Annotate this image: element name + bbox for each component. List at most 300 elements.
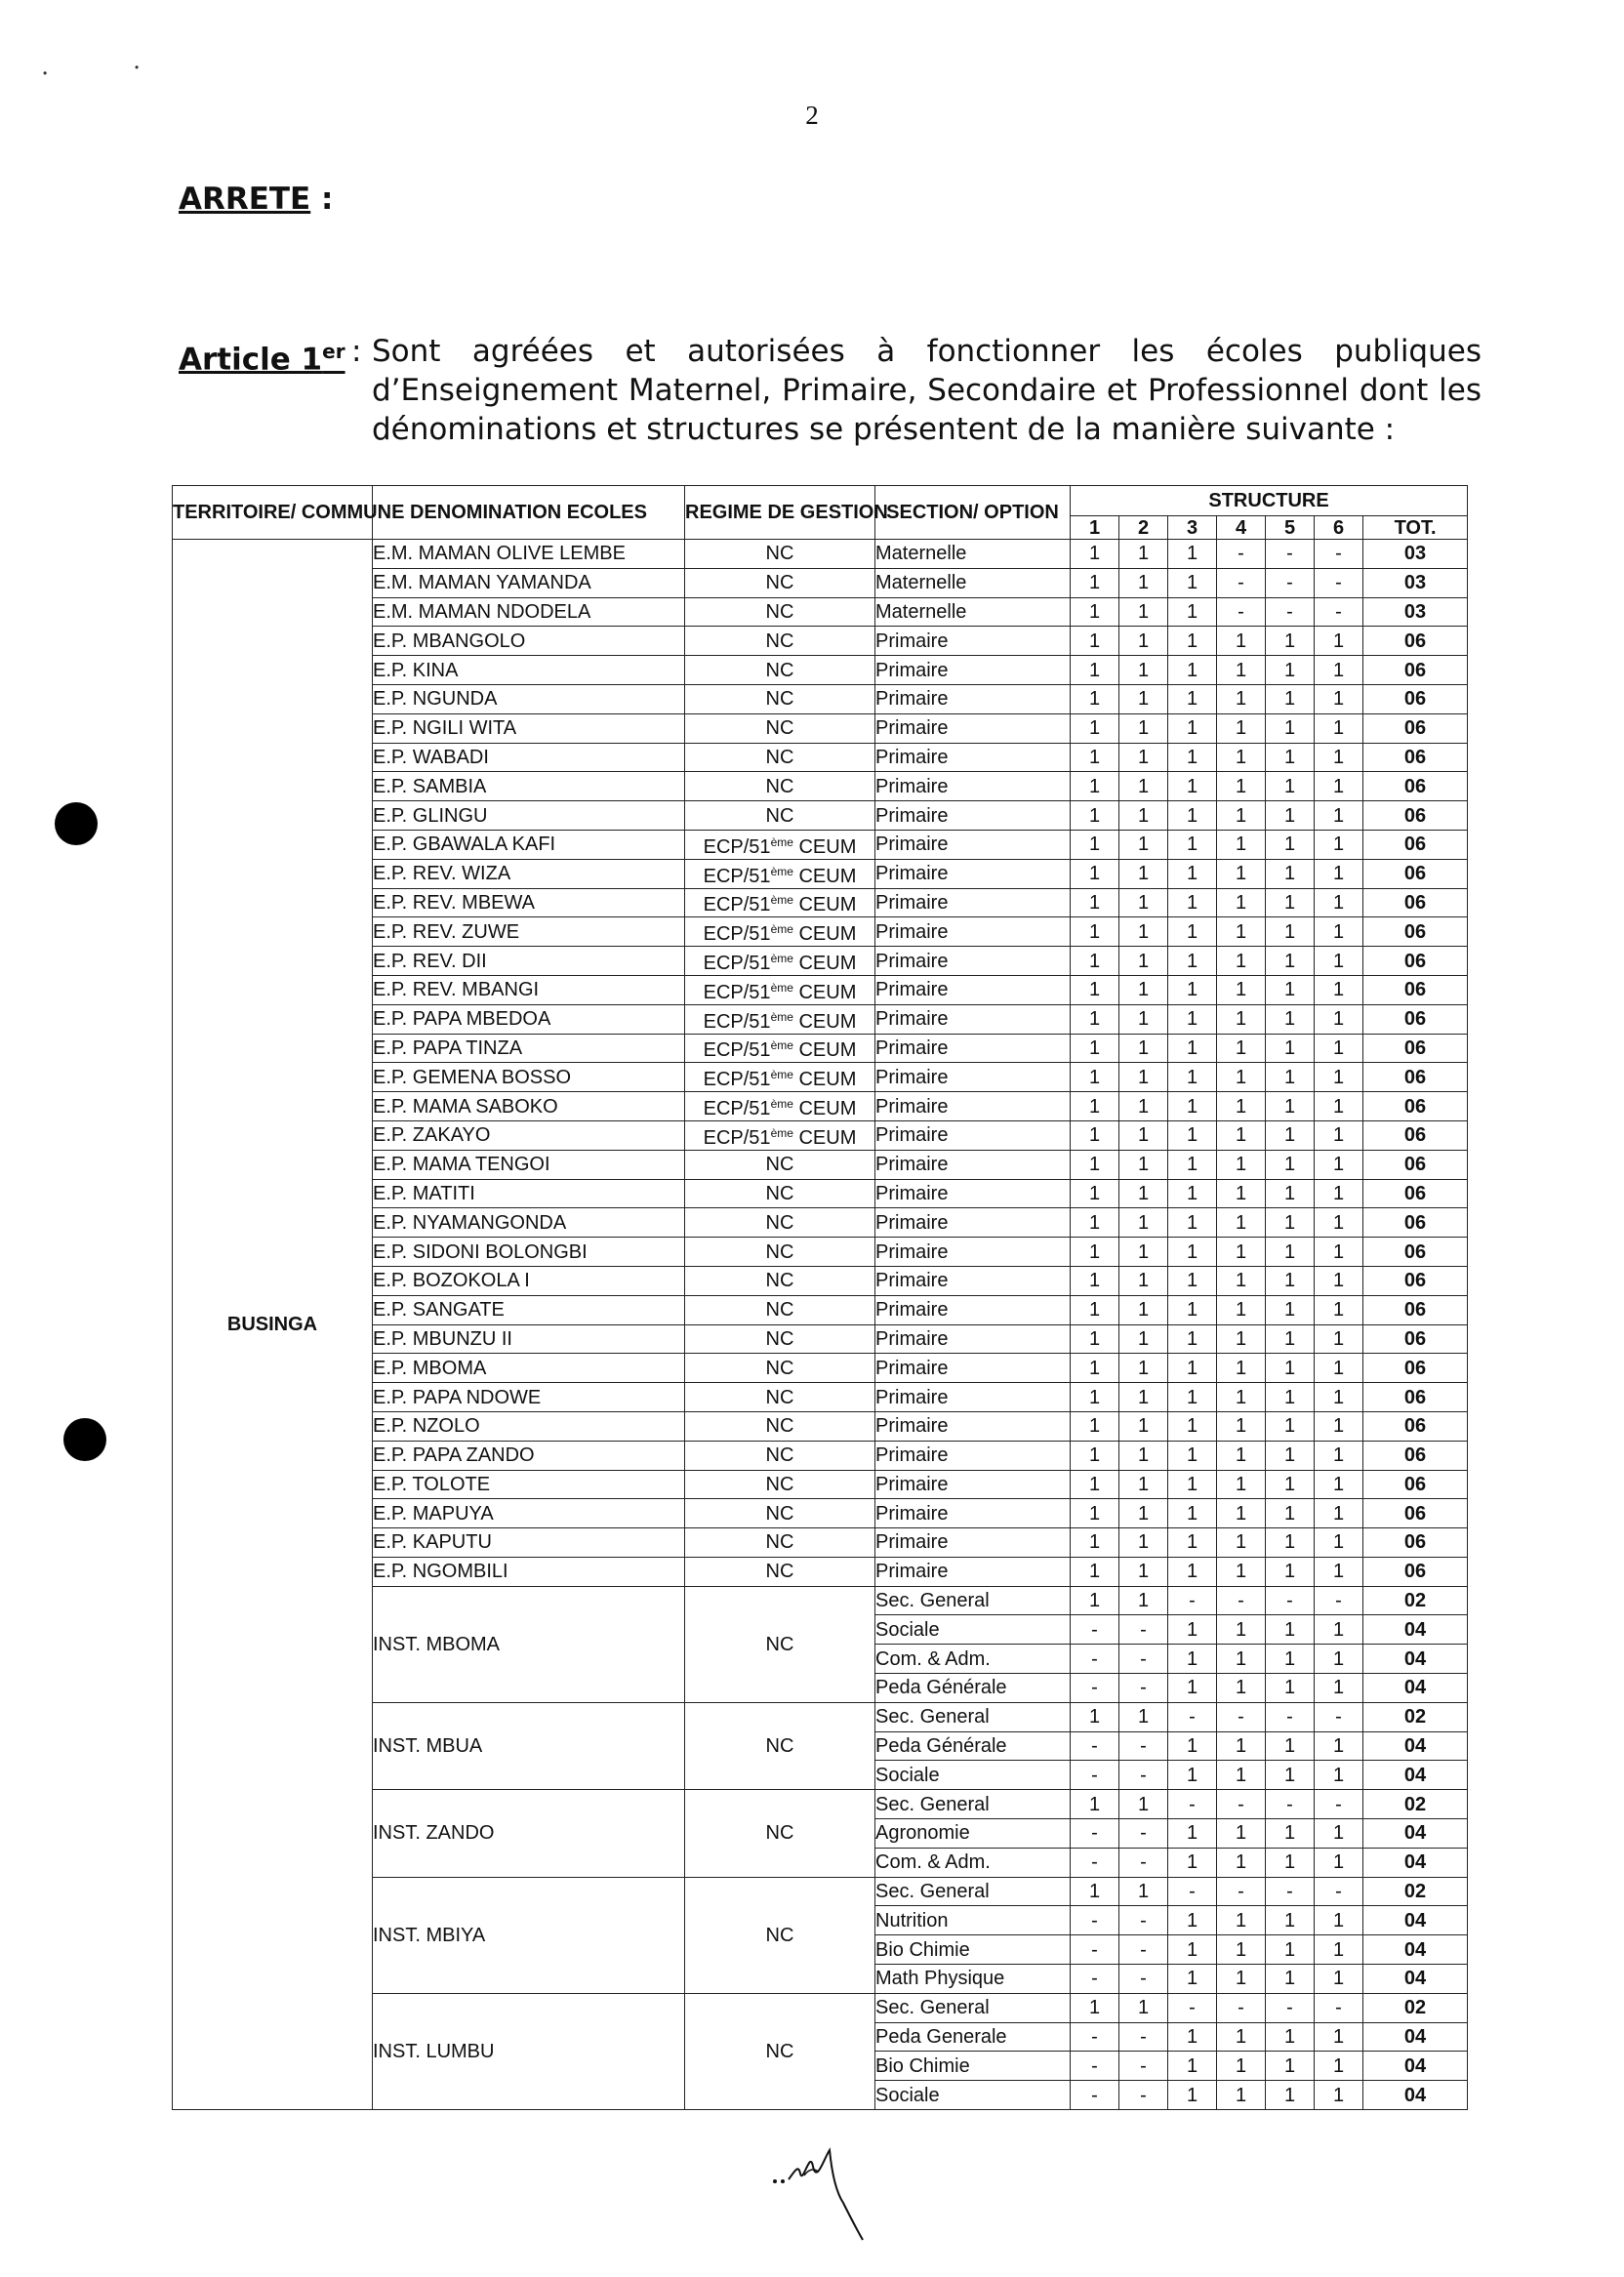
level-3-cell: 1 (1168, 540, 1217, 569)
section-cell: Primaire (875, 947, 1071, 976)
level-4-cell: 1 (1217, 1499, 1266, 1528)
school-name-cell: E.P. PAPA ZANDO (373, 1441, 685, 1470)
level-1-cell: 1 (1071, 1092, 1119, 1121)
total-cell: 06 (1363, 772, 1468, 801)
total-cell: 06 (1363, 1063, 1468, 1092)
level-2-cell: 1 (1119, 1354, 1168, 1383)
level-2-cell: 1 (1119, 772, 1168, 801)
level-6-cell: 1 (1315, 1179, 1363, 1208)
option-cell: Bio Chimie (875, 2052, 1071, 2081)
table-body (173, 540, 1468, 2110)
level-2-cell: 1 (1119, 1266, 1168, 1295)
level-2-cell: 1 (1119, 1877, 1168, 1906)
header-total: TOT. (1363, 516, 1468, 540)
level-2-cell: 1 (1119, 627, 1168, 656)
level-6-cell: - (1315, 1702, 1363, 1731)
level-4-cell: 1 (1217, 1557, 1266, 1586)
level-6-cell: 1 (1315, 1266, 1363, 1295)
regime-cell: NC (685, 713, 875, 743)
level-1-cell: 1 (1071, 1034, 1119, 1063)
regime-sup: ème (770, 1097, 793, 1112)
regime-main: ECP/51 (703, 1010, 771, 1033)
level-4-cell: 1 (1217, 1528, 1266, 1558)
total-cell: 06 (1363, 1528, 1468, 1558)
article-label-sup: er (322, 340, 345, 363)
level-6-cell: 1 (1315, 1848, 1363, 1877)
level-6-cell: 1 (1315, 1238, 1363, 1267)
level-1-cell: 1 (1071, 772, 1119, 801)
regime-main: ECP/51 (703, 894, 771, 916)
level-5-cell: - (1266, 1993, 1315, 2022)
level-3-cell: 1 (1168, 1179, 1217, 1208)
level-6-cell: 1 (1315, 713, 1363, 743)
level-5-cell: 1 (1266, 1761, 1315, 1790)
article-text: Sont agréées et autorisées à fonctionner les écoles publiques d’Enseignement Maternel, Primaire, Secondaire et Professionnel dont les dénominations et structures se présentent de la manière suivante : (372, 334, 1482, 447)
regime-tail: CEUM (792, 835, 857, 858)
total-cell: 04 (1363, 2081, 1468, 2110)
level-5-cell: 1 (1266, 888, 1315, 917)
total-cell: 02 (1363, 1877, 1468, 1906)
total-cell: 04 (1363, 1731, 1468, 1761)
level-4-cell: 1 (1217, 1150, 1266, 1179)
institute-name-cell: INST. ZANDO (373, 1790, 685, 1877)
regime-cell: NC (685, 684, 875, 713)
level-4-cell: - (1217, 1993, 1266, 2022)
regime-cell: NC (685, 1295, 875, 1324)
territoire-cell: BUSINGA (173, 540, 373, 2110)
level-4-cell: - (1217, 540, 1266, 569)
option-cell: Peda Générale (875, 1731, 1071, 1761)
level-2-cell: 1 (1119, 743, 1168, 772)
level-6-cell: 1 (1315, 1150, 1363, 1179)
regime-sup: ème (770, 980, 793, 995)
level-3-cell: - (1168, 1877, 1217, 1906)
level-4-cell: 1 (1217, 1731, 1266, 1761)
level-3-cell: 1 (1168, 1034, 1217, 1063)
level-1-cell: 1 (1071, 1208, 1119, 1238)
table-row (173, 540, 1468, 569)
level-1-cell: 1 (1071, 1441, 1119, 1470)
section-cell: Maternelle (875, 568, 1071, 597)
option-cell: Bio Chimie (875, 1935, 1071, 1965)
section-cell: Primaire (875, 684, 1071, 713)
option-cell: Nutrition (875, 1906, 1071, 1935)
level-1-cell: 1 (1071, 1528, 1119, 1558)
level-4-cell: - (1217, 1586, 1266, 1615)
regime-cell (685, 859, 875, 888)
level-3-cell: 1 (1168, 888, 1217, 917)
level-5-cell: 1 (1266, 1965, 1315, 1994)
section-cell: Primaire (875, 1557, 1071, 1586)
school-name-cell: E.M. MAMAN NDODELA (373, 597, 685, 627)
level-2-cell: - (1119, 1935, 1168, 1965)
header-section: SECTION/ OPTION (875, 486, 1071, 540)
level-2-cell: - (1119, 1965, 1168, 1994)
total-cell: 06 (1363, 1499, 1468, 1528)
regime-tail: CEUM (792, 981, 857, 1003)
punch-hole (63, 1418, 106, 1461)
level-2-cell: - (1119, 1761, 1168, 1790)
option-cell: Com. & Adm. (875, 1848, 1071, 1877)
regime-cell: NC (685, 743, 875, 772)
level-2-cell: 1 (1119, 917, 1168, 947)
level-1-cell: 1 (1071, 1120, 1119, 1150)
level-4-cell: 1 (1217, 1354, 1266, 1383)
level-2-cell: 1 (1119, 1528, 1168, 1558)
level-2-cell: 1 (1119, 597, 1168, 627)
level-3-cell: 1 (1168, 1819, 1217, 1849)
level-4-cell: 1 (1217, 1063, 1266, 1092)
total-cell: 06 (1363, 1004, 1468, 1034)
total-cell: 06 (1363, 1092, 1468, 1121)
school-name-cell: E.P. MAMA TENGOI (373, 1150, 685, 1179)
level-4-cell: 1 (1217, 1615, 1266, 1645)
regime-sup: ème (770, 1068, 793, 1082)
school-name-cell: E.P. PAPA MBEDOA (373, 1004, 685, 1034)
level-1-cell: - (1071, 1965, 1119, 1994)
section-cell: Primaire (875, 1238, 1071, 1267)
level-4-cell: 1 (1217, 859, 1266, 888)
level-5-cell: 1 (1266, 1499, 1315, 1528)
regime-tail: CEUM (792, 953, 857, 975)
level-5-cell: 1 (1266, 1645, 1315, 1674)
institute-name-cell: INST. MBUA (373, 1702, 685, 1789)
total-cell: 06 (1363, 713, 1468, 743)
level-6-cell: 1 (1315, 772, 1363, 801)
level-5-cell: - (1266, 1877, 1315, 1906)
section-cell: Primaire (875, 656, 1071, 685)
level-6-cell: 1 (1315, 1295, 1363, 1324)
regime-cell: NC (685, 1208, 875, 1238)
regime-main: ECP/51 (703, 835, 771, 858)
level-1-cell: 1 (1071, 1179, 1119, 1208)
level-2-cell: 1 (1119, 1179, 1168, 1208)
option-cell: Peda Générale (875, 1674, 1071, 1703)
arrete-suffix: : (310, 182, 334, 217)
level-5-cell: 1 (1266, 1819, 1315, 1849)
level-1-cell: 1 (1071, 1383, 1119, 1412)
total-cell: 06 (1363, 1238, 1468, 1267)
level-6-cell: 1 (1315, 947, 1363, 976)
total-cell: 06 (1363, 1266, 1468, 1295)
regime-cell: NC (685, 1470, 875, 1499)
level-3-cell: 1 (1168, 713, 1217, 743)
level-6-cell: - (1315, 540, 1363, 569)
total-cell: 06 (1363, 1179, 1468, 1208)
total-cell: 02 (1363, 1790, 1468, 1819)
arrete-label: ARRETE (179, 182, 311, 217)
school-name-cell: E.M. MAMAN OLIVE LEMBE (373, 540, 685, 569)
level-1-cell: - (1071, 2052, 1119, 2081)
level-4-cell: 1 (1217, 713, 1266, 743)
level-6-cell: 1 (1315, 1324, 1363, 1354)
section-cell: Primaire (875, 1179, 1071, 1208)
level-2-cell: 1 (1119, 1324, 1168, 1354)
level-2-cell: 1 (1119, 801, 1168, 831)
level-5-cell: 1 (1266, 1004, 1315, 1034)
level-1-cell: 1 (1071, 1470, 1119, 1499)
school-name-cell: E.P. MBUNZU II (373, 1324, 685, 1354)
level-6-cell: 1 (1315, 975, 1363, 1004)
section-cell: Primaire (875, 1354, 1071, 1383)
level-3-cell: 1 (1168, 1645, 1217, 1674)
total-cell: 06 (1363, 947, 1468, 976)
level-6-cell: - (1315, 568, 1363, 597)
regime-main: ECP/51 (703, 1098, 771, 1120)
total-cell: 06 (1363, 1208, 1468, 1238)
level-4-cell: - (1217, 597, 1266, 627)
level-1-cell: 1 (1071, 1499, 1119, 1528)
level-3-cell: 1 (1168, 1470, 1217, 1499)
level-3-cell: 1 (1168, 859, 1217, 888)
level-6-cell: 1 (1315, 1906, 1363, 1935)
regime-main: ECP/51 (703, 981, 771, 1003)
level-1-cell: - (1071, 1761, 1119, 1790)
header-level-4: 4 (1217, 516, 1266, 540)
option-cell: Sociale (875, 1615, 1071, 1645)
regime-cell: NC (685, 1528, 875, 1558)
level-1-cell: 1 (1071, 1354, 1119, 1383)
level-1-cell: 1 (1071, 1557, 1119, 1586)
article-label-text: Article 1 (179, 342, 323, 378)
level-2-cell: 1 (1119, 568, 1168, 597)
section-cell: Primaire (875, 772, 1071, 801)
total-cell: 06 (1363, 1383, 1468, 1412)
level-1-cell: - (1071, 1935, 1119, 1965)
option-cell: Sociale (875, 1761, 1071, 1790)
level-3-cell: 1 (1168, 975, 1217, 1004)
level-5-cell: 1 (1266, 627, 1315, 656)
level-5-cell: 1 (1266, 1848, 1315, 1877)
level-3-cell: 1 (1168, 1528, 1217, 1558)
level-5-cell: 1 (1266, 1674, 1315, 1703)
regime-cell: NC (685, 1441, 875, 1470)
total-cell: 02 (1363, 1993, 1468, 2022)
level-1-cell: 1 (1071, 656, 1119, 685)
total-cell: 04 (1363, 1674, 1468, 1703)
scan-speck: • (43, 66, 48, 80)
level-2-cell: - (1119, 1819, 1168, 1849)
section-cell: Primaire (875, 1411, 1071, 1441)
regime-main: ECP/51 (703, 1069, 771, 1091)
level-5-cell: 1 (1266, 1383, 1315, 1412)
institute-name-cell: INST. MBOMA (373, 1586, 685, 1702)
school-name-cell: E.P. SANGATE (373, 1295, 685, 1324)
level-3-cell: 1 (1168, 830, 1217, 859)
regime-cell: NC (685, 1499, 875, 1528)
level-1-cell: - (1071, 1819, 1119, 1849)
level-6-cell: 1 (1315, 1499, 1363, 1528)
level-3-cell: 1 (1168, 1499, 1217, 1528)
regime-cell: NC (685, 540, 875, 569)
school-name-cell: E.P. TOLOTE (373, 1470, 685, 1499)
level-5-cell: 1 (1266, 772, 1315, 801)
level-5-cell: 1 (1266, 1906, 1315, 1935)
total-cell: 06 (1363, 1557, 1468, 1586)
level-1-cell: 1 (1071, 830, 1119, 859)
school-name-cell: E.P. MAMA SABOKO (373, 1092, 685, 1121)
level-3-cell: 1 (1168, 1615, 1217, 1645)
level-3-cell: - (1168, 1790, 1217, 1819)
school-name-cell: E.P. MAPUYA (373, 1499, 685, 1528)
level-6-cell: 1 (1315, 1470, 1363, 1499)
school-name-cell: E.P. WABADI (373, 743, 685, 772)
level-1-cell: - (1071, 2022, 1119, 2052)
level-4-cell: 1 (1217, 1411, 1266, 1441)
level-5-cell: 1 (1266, 2052, 1315, 2081)
level-3-cell: 1 (1168, 1238, 1217, 1267)
level-5-cell: 1 (1266, 1731, 1315, 1761)
level-6-cell: 1 (1315, 2052, 1363, 2081)
option-cell: Agronomie (875, 1819, 1071, 1849)
regime-main: ECP/51 (703, 953, 771, 975)
level-2-cell: 1 (1119, 1120, 1168, 1150)
level-5-cell: 1 (1266, 1208, 1315, 1238)
regime-tail: CEUM (792, 1010, 857, 1033)
level-6-cell: 1 (1315, 684, 1363, 713)
level-2-cell: 1 (1119, 1092, 1168, 1121)
level-3-cell: 1 (1168, 1731, 1217, 1761)
school-name-cell: E.P. MATITI (373, 1179, 685, 1208)
section-cell: Primaire (875, 1034, 1071, 1063)
level-1-cell: 1 (1071, 1993, 1119, 2022)
level-3-cell: 1 (1168, 1674, 1217, 1703)
total-cell: 06 (1363, 1411, 1468, 1441)
school-name-cell: E.P. BOZOKOLA I (373, 1266, 685, 1295)
level-4-cell: 1 (1217, 1120, 1266, 1150)
level-4-cell: 1 (1217, 975, 1266, 1004)
level-5-cell: 1 (1266, 975, 1315, 1004)
regime-cell (685, 1120, 875, 1150)
level-1-cell: 1 (1071, 1150, 1119, 1179)
level-1-cell: 1 (1071, 1004, 1119, 1034)
level-2-cell: 1 (1119, 975, 1168, 1004)
total-cell: 06 (1363, 1441, 1468, 1470)
total-cell: 06 (1363, 743, 1468, 772)
level-5-cell: 1 (1266, 656, 1315, 685)
level-6-cell: 1 (1315, 1761, 1363, 1790)
level-6-cell: 1 (1315, 801, 1363, 831)
level-4-cell: 1 (1217, 1906, 1266, 1935)
level-6-cell: 1 (1315, 2022, 1363, 2052)
total-cell: 04 (1363, 1906, 1468, 1935)
section-cell: Primaire (875, 1295, 1071, 1324)
total-cell: 06 (1363, 975, 1468, 1004)
level-4-cell: 1 (1217, 1092, 1266, 1121)
signature-mark (761, 2142, 878, 2250)
regime-cell (685, 1004, 875, 1034)
level-5-cell: 1 (1266, 1557, 1315, 1586)
level-2-cell: 1 (1119, 830, 1168, 859)
regime-cell (685, 917, 875, 947)
level-2-cell: 1 (1119, 1499, 1168, 1528)
level-5-cell: 1 (1266, 1150, 1315, 1179)
level-1-cell: 1 (1071, 1877, 1119, 1906)
regime-cell (685, 947, 875, 976)
school-name-cell: E.P. NGOMBILI (373, 1557, 685, 1586)
total-cell: 06 (1363, 830, 1468, 859)
level-4-cell: 1 (1217, 1034, 1266, 1063)
level-4-cell: 1 (1217, 801, 1266, 831)
level-2-cell: 1 (1119, 684, 1168, 713)
level-4-cell: 1 (1217, 2022, 1266, 2052)
level-1-cell: 1 (1071, 713, 1119, 743)
total-cell: 02 (1363, 1586, 1468, 1615)
level-2-cell: 1 (1119, 1470, 1168, 1499)
level-4-cell: 1 (1217, 1819, 1266, 1849)
regime-main: ECP/51 (703, 865, 771, 887)
level-6-cell: 1 (1315, 1092, 1363, 1121)
total-cell: 06 (1363, 627, 1468, 656)
regime-cell (685, 1092, 875, 1121)
regime-sup: ème (770, 834, 793, 849)
level-3-cell: 1 (1168, 1557, 1217, 1586)
level-6-cell: 1 (1315, 1411, 1363, 1441)
total-cell: 03 (1363, 568, 1468, 597)
scan-speck: • (135, 61, 140, 74)
regime-cell (685, 1034, 875, 1063)
option-cell: Com. & Adm. (875, 1645, 1071, 1674)
level-6-cell: 1 (1315, 627, 1363, 656)
level-2-cell: 1 (1119, 1208, 1168, 1238)
school-name-cell: E.P. NGUNDA (373, 684, 685, 713)
level-5-cell: - (1266, 1790, 1315, 1819)
level-2-cell: 1 (1119, 859, 1168, 888)
regime-sup: ème (770, 1125, 793, 1140)
regime-main: ECP/51 (703, 1126, 771, 1149)
level-5-cell: 1 (1266, 743, 1315, 772)
option-cell: Sociale (875, 2081, 1071, 2110)
regime-cell: NC (685, 1324, 875, 1354)
school-name-cell: E.P. MBANGOLO (373, 627, 685, 656)
institute-name-cell: INST. MBIYA (373, 1877, 685, 1993)
level-2-cell: - (1119, 1674, 1168, 1703)
level-4-cell: - (1217, 1877, 1266, 1906)
section-cell: Primaire (875, 1383, 1071, 1412)
section-cell: Primaire (875, 1092, 1071, 1121)
level-2-cell: - (1119, 1731, 1168, 1761)
section-cell: Primaire (875, 1499, 1071, 1528)
level-6-cell: 1 (1315, 1063, 1363, 1092)
level-3-cell: - (1168, 1586, 1217, 1615)
section-cell: Maternelle (875, 597, 1071, 627)
level-5-cell: 1 (1266, 1179, 1315, 1208)
regime-cell: NC (685, 1557, 875, 1586)
level-3-cell: 1 (1168, 656, 1217, 685)
level-1-cell: 1 (1071, 627, 1119, 656)
level-6-cell: 1 (1315, 1441, 1363, 1470)
regime-sup: ème (770, 1009, 793, 1024)
level-5-cell: 1 (1266, 1411, 1315, 1441)
level-4-cell: 1 (1217, 1266, 1266, 1295)
institute-name-cell: INST. LUMBU (373, 1993, 685, 2109)
regime-cell (685, 1063, 875, 1092)
level-3-cell: 1 (1168, 917, 1217, 947)
level-6-cell: - (1315, 1877, 1363, 1906)
level-5-cell: 1 (1266, 1354, 1315, 1383)
page-number: 2 (805, 101, 819, 130)
level-5-cell: 1 (1266, 1528, 1315, 1558)
regime-sup: ème (770, 893, 793, 908)
regime-cell (685, 975, 875, 1004)
level-6-cell: 1 (1315, 1674, 1363, 1703)
level-2-cell: 1 (1119, 1150, 1168, 1179)
level-3-cell: 1 (1168, 1266, 1217, 1295)
header-level-6: 6 (1315, 516, 1363, 540)
total-cell: 06 (1363, 917, 1468, 947)
level-4-cell: 1 (1217, 772, 1266, 801)
option-cell: Sec. General (875, 1993, 1071, 2022)
